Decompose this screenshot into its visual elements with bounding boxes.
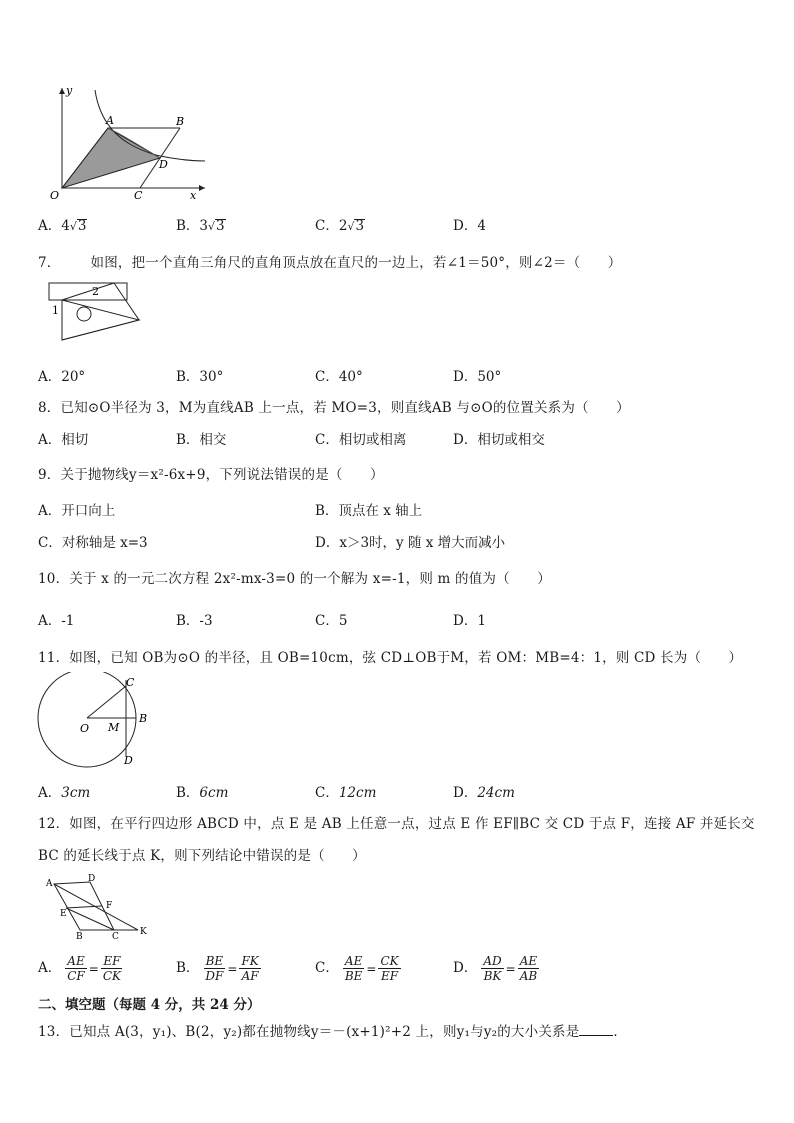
q11-figure — [34, 672, 160, 768]
q11-label-o: O — [80, 722, 90, 735]
q6-option-d[interactable]: D．4 — [453, 218, 486, 234]
q10-option-d[interactable]: D．1 — [453, 613, 486, 629]
q7-number: 7． — [38, 255, 61, 271]
q9-option-a[interactable]: A．开口向上 — [38, 503, 116, 519]
q12-label-k: K — [140, 927, 147, 937]
q11-option-c[interactable]: C．12cm — [315, 785, 377, 801]
q9-option-d[interactable]: D．x＞3时，y 随 x 增大而减小 — [315, 535, 506, 551]
q6-label-d: D — [159, 158, 168, 171]
q10-option-a[interactable]: A．-1 — [38, 613, 75, 629]
q8-option-c[interactable]: C．相切或相离 — [315, 432, 407, 448]
q8-text: 8．已知⊙O半径为 3，M为直线AB 上一点，若 MO=3，则直线AB 与⊙O的位置关系为（ ） — [38, 400, 630, 416]
q8-option-d[interactable]: D．相切或相交 — [453, 432, 545, 448]
q7-option-d[interactable]: D．50° — [453, 369, 502, 385]
q12-label-a: A — [46, 879, 53, 889]
q9-option-b[interactable]: B．顶点在 x 轴上 — [315, 503, 423, 519]
q11-text: 11．如图，已知 OB为⊙O 的半径，且 OB=10cm，弦 CD⊥OB于M，若 OM：MB=4：1，则 CD 长为（ ） — [38, 650, 743, 666]
q6-label-c: C — [134, 189, 143, 202]
q7-option-c[interactable]: C．40° — [315, 369, 363, 385]
q7-figure — [44, 280, 144, 342]
q12-label-b: B — [76, 932, 83, 940]
q12-text-line2: BC 的延长线于点 K，则下列结论中错误的是（ ） — [38, 848, 366, 864]
q8-option-b[interactable]: B．相交 — [176, 432, 227, 448]
q12-option-a[interactable]: A． $\frac{AE}{CF}$ = $\frac{EF}{CK}$ — [38, 954, 121, 983]
q13-text: 13．已知点 A(3，y₁)、B(2，y₂)都在抛物线y＝－(x+1)²+2 上，则y₁与y₂的大小关系是 ． — [38, 1024, 628, 1040]
q10-option-c[interactable]: C．5 — [315, 613, 348, 629]
q6-label-a: A — [106, 114, 114, 127]
q12-option-d[interactable]: D． $\frac{AD}{BK}$ = $\frac{AE}{AB}$ — [453, 954, 538, 983]
q11-option-d[interactable]: D．24cm — [453, 785, 515, 801]
q6-figure — [40, 84, 210, 204]
q7-option-b[interactable]: B．30° — [176, 369, 224, 385]
q8-option-a[interactable]: A．相切 — [38, 432, 89, 448]
q9-text: 9．关于抛物线y＝x²-6x+9，下列说法错误的是（ ） — [38, 467, 384, 483]
q12-label-d: D — [88, 874, 96, 884]
q6-label-b: B — [176, 115, 185, 128]
q12-figure — [42, 872, 152, 940]
q13-stem: 13．已知点 A(3，y₁)、B(2，y₂)都在抛物线y＝－(x+1)²+2 上，则y₁与y₂的大小关系是 — [38, 1024, 580, 1040]
q12-label-e: E — [60, 909, 67, 919]
q6-option-b[interactable]: B．3√3 — [176, 218, 225, 234]
q11-option-a[interactable]: A．3cm — [38, 785, 91, 801]
q7-text — [38, 251, 621, 271]
q12-label-f: F — [106, 901, 113, 911]
q11-label-b: B — [139, 712, 148, 725]
q9-option-c[interactable]: C．对称轴是 x=3 — [38, 535, 148, 551]
q10-text: 10．关于 x 的一元二次方程 2x²-mx-3=0 的一个解为 x=-1，则 m 的值为（ ） — [38, 571, 551, 587]
q6-label-o: O — [50, 189, 60, 202]
section-title-fill-in: 二、填空题（每题 4 分，共 24 分） — [38, 997, 261, 1013]
q7-label-1: 1 — [52, 304, 59, 317]
q12-label-c: C — [112, 932, 119, 940]
q6-label-x: x — [190, 189, 197, 202]
q7-option-a[interactable]: A．20° — [38, 369, 86, 385]
q7-label-2: 2 — [92, 285, 99, 298]
q7-stem: 如图，把一个直角三角尺的直角顶点放在直尺的一边上，若∠1＝50°，则∠2＝（ ） — [90, 255, 622, 271]
q12-option-b[interactable]: B． $\frac{BE}{DF}$ = $\frac{FK}{AF}$ — [176, 954, 259, 983]
q12-option-c[interactable]: C． $\frac{AE}{BE}$ = $\frac{CK}{EF}$ — [315, 954, 399, 983]
q11-label-c: C — [126, 676, 135, 689]
q6-label-y: y — [66, 84, 73, 97]
q10-option-b[interactable]: B．-3 — [176, 613, 213, 629]
q12-text-line1: 12．如图，在平行四边形 ABCD 中，点 E 是 AB 上任意一点，过点 E 作 EF∥BC 交 CD 于点 F，连接 AF 并延长交 — [38, 816, 755, 832]
q6-option-c[interactable]: C．2√3 — [315, 218, 365, 234]
q6-option-a[interactable]: A．4√3 — [38, 218, 87, 234]
q11-label-m: M — [108, 721, 120, 734]
q13-answer-blank[interactable] — [579, 1023, 613, 1036]
q11-label-d: D — [124, 754, 133, 767]
q11-option-b[interactable]: B．6cm — [176, 785, 229, 801]
